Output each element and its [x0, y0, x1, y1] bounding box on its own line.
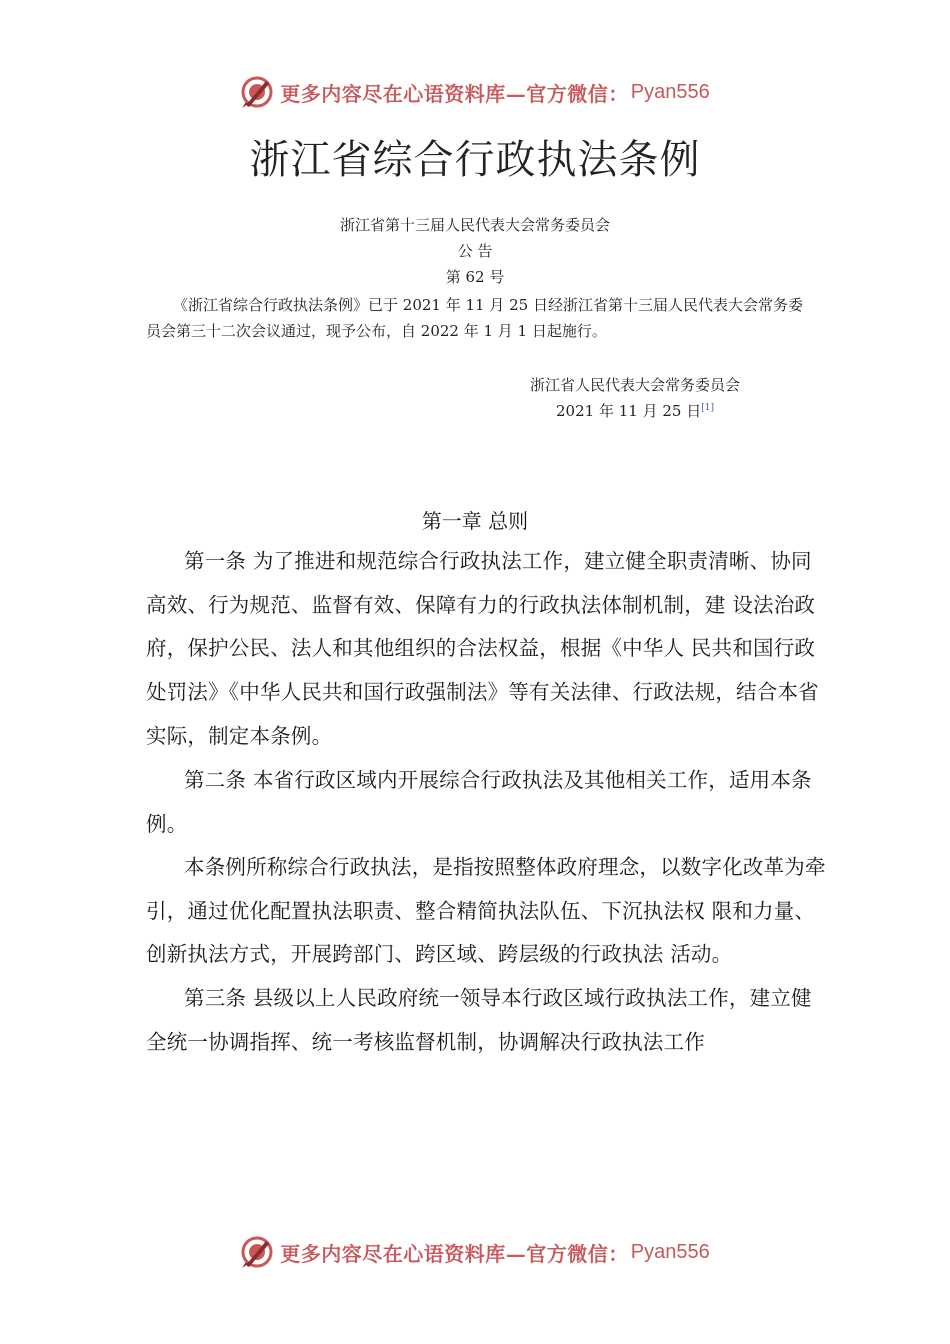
chapter-title: 第一章 总则 [421, 509, 529, 533]
issuer: 浙江省第十三届人民代表大会常务委员会 [339, 216, 610, 234]
notice-number: 第 62 号 [445, 268, 505, 286]
signatory: 浙江省人民代表大会常务委员会 [529, 376, 740, 394]
document-title: 浙江省综合行政执法条例 [249, 137, 701, 183]
footnote-link[interactable]: [1] [701, 403, 714, 413]
article-1: 第一条 为了推进和规范综合行政执法工作，建立健全职责清晰、协同高效、行为规范、监督有效、保障有力的行政执法体制机制，建 设法治政府，保护公民、法人和其他组织的合法权益，根据《中华人 民共和国行政处罚法》《中华人民共和国行政强制法》等有关法律、行政法规，结合本省实际，制定本条例。 [146, 549, 819, 748]
notice-body: 《浙江省综合行政执法条例》已于 2021 年 11 月 25 日经浙江省第十三届人民代表大会常务委员会第三十二次会议通过，现予公布，自 2022 年 1 月 1 日起施行。 [146, 296, 803, 340]
sign-date: 2021 年 11 月 25 日 [556, 402, 702, 420]
banner-wechat-id: Pyan556 [630, 80, 710, 103]
article-2-paragraph-2: 本条例所称综合行政执法，是指按照整体政府理念，以数字化改革为牵引，通过优化配置执法职责、整合精简执法队伍、下沉执法权 限和力量、创新执法方式，开展跨部门、跨区域、跨层级的行政执法 活动。 [146, 855, 826, 967]
banner-text: 更多内容尽在心语资料库—官方微信： [280, 1241, 629, 1266]
banner-wechat-id: Pyan556 [630, 1240, 710, 1263]
header-banner [0, 72, 950, 112]
notice-label: 公 告 [457, 242, 493, 260]
footer-banner [0, 1232, 950, 1272]
sign-date-line [500, 400, 770, 421]
banner-text: 更多内容尽在心语资料库—官方微信： [280, 81, 629, 106]
pen-logo-icon [240, 1235, 274, 1269]
article-2: 第二条 本省行政区域内开展综合行政执法及其他相关工作，适用本条例。 [146, 768, 812, 836]
article-3: 第三条 县级以上人民政府统一领导本行政区域行政执法工作，建立健全统一协调指挥、统一考核监督机制，协调解决行政执法工作 [146, 986, 812, 1054]
pen-logo-icon [240, 75, 274, 109]
